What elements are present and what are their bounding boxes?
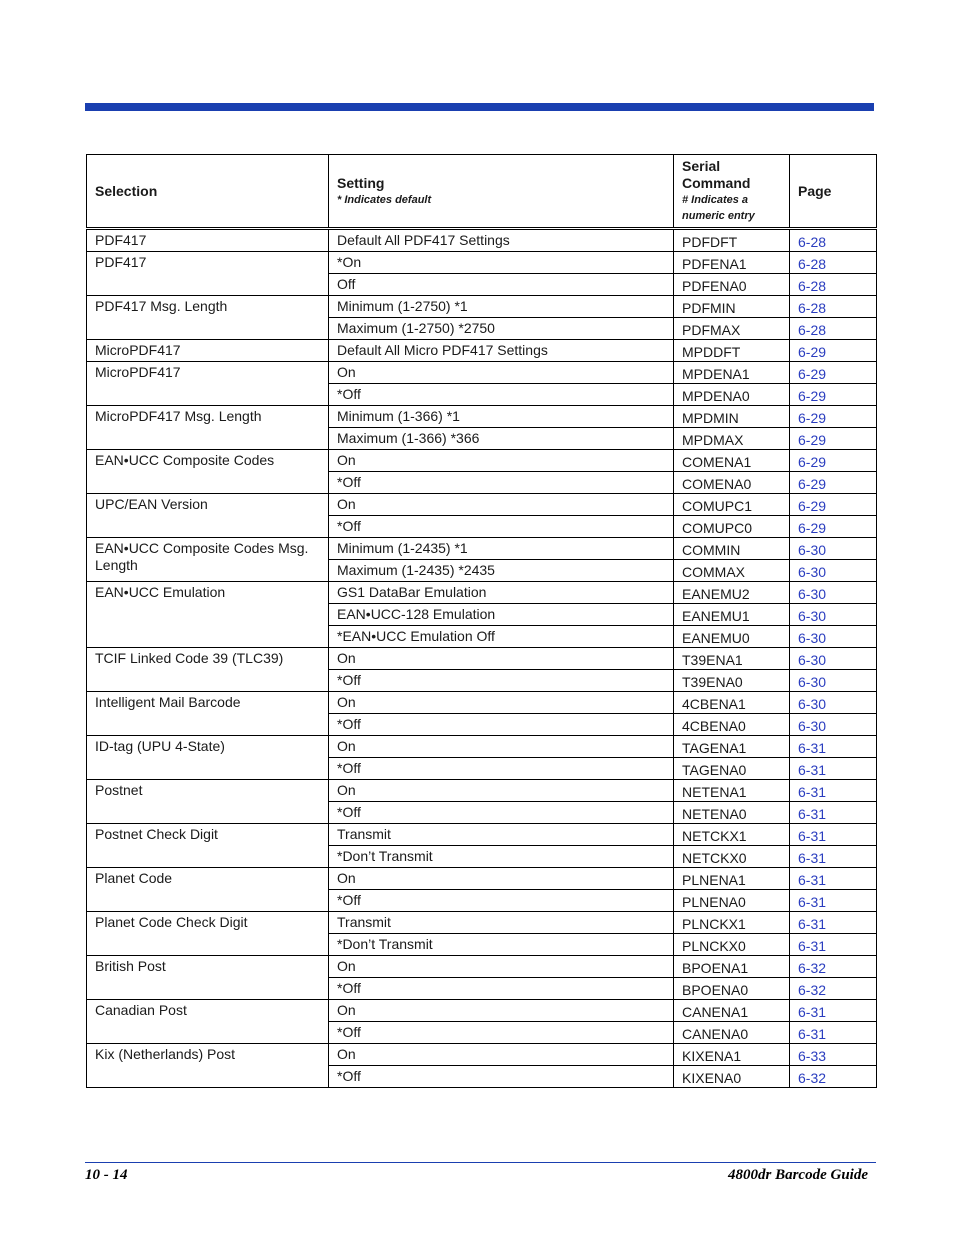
header-serial-note-2: numeric entry bbox=[682, 210, 755, 222]
table-row bbox=[87, 868, 877, 890]
selection-cell: MicroPDF417 Msg. Length bbox=[87, 406, 329, 450]
serial-command-cell: PDFMIN bbox=[674, 296, 790, 318]
serial-command-cell: MPDMAX bbox=[674, 428, 790, 450]
serial-command-cell: COMMAX bbox=[674, 560, 790, 582]
table-row bbox=[87, 296, 877, 318]
table-row bbox=[87, 956, 877, 978]
setting-cell: Transmit bbox=[329, 912, 674, 934]
serial-command-cell: 4CBENA0 bbox=[674, 714, 790, 736]
serial-command-cell: COMMIN bbox=[674, 538, 790, 560]
page-link[interactable]: 6-29 bbox=[790, 406, 877, 428]
table-row bbox=[87, 912, 877, 934]
setting-cell: Maximum (1-2435) *2435 bbox=[329, 560, 674, 582]
page-link[interactable]: 6-30 bbox=[790, 714, 877, 736]
header-selection: Selection bbox=[87, 155, 329, 229]
serial-command-cell: NETCKX1 bbox=[674, 824, 790, 846]
page-link[interactable]: 6-31 bbox=[790, 890, 877, 912]
setting-cell: Minimum (1-2435) *1 bbox=[329, 538, 674, 560]
serial-command-cell: CANENA0 bbox=[674, 1022, 790, 1044]
selection-cell: TCIF Linked Code 39 (TLC39) bbox=[87, 648, 329, 692]
setting-cell: On bbox=[329, 736, 674, 758]
serial-command-cell: TAGENA0 bbox=[674, 758, 790, 780]
serial-command-cell: 4CBENA1 bbox=[674, 692, 790, 714]
setting-cell: *Off bbox=[329, 670, 674, 692]
page-link[interactable]: 6-29 bbox=[790, 362, 877, 384]
setting-cell: *Off bbox=[329, 516, 674, 538]
table-row bbox=[87, 450, 877, 472]
serial-command-cell: CANENA1 bbox=[674, 1000, 790, 1022]
serial-command-cell: MPDMIN bbox=[674, 406, 790, 428]
serial-command-cell: NETCKX0 bbox=[674, 846, 790, 868]
page-link[interactable]: 6-30 bbox=[790, 604, 877, 626]
serial-command-cell: MPDENA1 bbox=[674, 362, 790, 384]
serial-command-cell: EANEMU1 bbox=[674, 604, 790, 626]
serial-command-cell: COMUPC1 bbox=[674, 494, 790, 516]
selection-cell: British Post bbox=[87, 956, 329, 1000]
table-header-row bbox=[87, 155, 877, 229]
selection-cell: PDF417 bbox=[87, 229, 329, 252]
setting-cell: *Off bbox=[329, 890, 674, 912]
page-link[interactable]: 6-30 bbox=[790, 538, 877, 560]
table-row bbox=[87, 538, 877, 560]
table-row bbox=[87, 252, 877, 274]
selection-cell: UPC/EAN Version bbox=[87, 494, 329, 538]
setting-cell: On bbox=[329, 362, 674, 384]
serial-command-cell: BPOENA0 bbox=[674, 978, 790, 1000]
table-row bbox=[87, 1000, 877, 1022]
serial-command-cell: MPDENA0 bbox=[674, 384, 790, 406]
serial-command-cell: NETENA0 bbox=[674, 802, 790, 824]
setting-cell: On bbox=[329, 648, 674, 670]
selection-cell: Planet Code Check Digit bbox=[87, 912, 329, 956]
setting-cell: EAN•UCC-128 Emulation bbox=[329, 604, 674, 626]
table-row bbox=[87, 648, 877, 670]
table-row bbox=[87, 340, 877, 362]
selection-cell: Kix (Netherlands) Post bbox=[87, 1044, 329, 1088]
footer-doc-title: 4800dr Barcode Guide bbox=[728, 1167, 868, 1183]
page-link[interactable]: 6-30 bbox=[790, 560, 877, 582]
table-row bbox=[87, 362, 877, 384]
page-link[interactable]: 6-30 bbox=[790, 648, 877, 670]
setting-cell: On bbox=[329, 494, 674, 516]
serial-command-cell: TAGENA1 bbox=[674, 736, 790, 758]
setting-cell: On bbox=[329, 1000, 674, 1022]
setting-cell: *Off bbox=[329, 1022, 674, 1044]
setting-cell: On bbox=[329, 450, 674, 472]
setting-cell: *Off bbox=[329, 714, 674, 736]
page-link[interactable]: 6-28 bbox=[790, 252, 877, 274]
footer-page-number: 10 - 14 bbox=[85, 1167, 128, 1183]
setting-cell: On bbox=[329, 956, 674, 978]
serial-command-cell: COMUPC0 bbox=[674, 516, 790, 538]
selection-cell: Postnet bbox=[87, 780, 329, 824]
serial-command-cell: PDFMAX bbox=[674, 318, 790, 340]
setting-cell: *Off bbox=[329, 1066, 674, 1088]
selection-cell: PDF417 bbox=[87, 252, 329, 296]
setting-cell: Transmit bbox=[329, 824, 674, 846]
page-link[interactable]: 6-29 bbox=[790, 494, 877, 516]
selection-cell: EAN•UCC Emulation bbox=[87, 582, 329, 648]
page-link[interactable]: 6-29 bbox=[790, 340, 877, 362]
setting-cell: *Off bbox=[329, 758, 674, 780]
table-row bbox=[87, 406, 877, 428]
setting-cell: On bbox=[329, 780, 674, 802]
setting-cell: Maximum (1-2750) *2750 bbox=[329, 318, 674, 340]
serial-command-cell: NETENA1 bbox=[674, 780, 790, 802]
page-link[interactable]: 6-29 bbox=[790, 516, 877, 538]
page-link[interactable]: 6-28 bbox=[790, 274, 877, 296]
serial-command-cell: PLNENA0 bbox=[674, 890, 790, 912]
serial-command-cell: PLNCKX1 bbox=[674, 912, 790, 934]
selection-cell: Intelligent Mail Barcode bbox=[87, 692, 329, 736]
setting-cell: *EAN•UCC Emulation Off bbox=[329, 626, 674, 648]
serial-command-cell: KIXENA0 bbox=[674, 1066, 790, 1088]
header-setting-note: * Indicates default bbox=[337, 193, 432, 206]
page-link[interactable]: 6-31 bbox=[790, 912, 877, 934]
setting-cell: Minimum (1-2750) *1 bbox=[329, 296, 674, 318]
setting-cell: On bbox=[329, 868, 674, 890]
serial-command-cell: PLNENA1 bbox=[674, 868, 790, 890]
selection-cell: MicroPDF417 bbox=[87, 340, 329, 362]
table-body bbox=[87, 229, 877, 1088]
setting-cell: *Don’t Transmit bbox=[329, 934, 674, 956]
setting-cell: On bbox=[329, 692, 674, 714]
page-link[interactable]: 6-31 bbox=[790, 802, 877, 824]
page-link[interactable]: 6-31 bbox=[790, 780, 877, 802]
header-setting: Setting * Indicates default bbox=[329, 155, 674, 229]
setting-cell: Default All PDF417 Settings bbox=[329, 229, 674, 252]
serial-command-cell: EANEMU2 bbox=[674, 582, 790, 604]
selection-cell: ID-tag (UPU 4-State) bbox=[87, 736, 329, 780]
table-row bbox=[87, 824, 877, 846]
table-row bbox=[87, 780, 877, 802]
table-row bbox=[87, 582, 877, 604]
selection-cell: Planet Code bbox=[87, 868, 329, 912]
setting-cell: *Off bbox=[329, 384, 674, 406]
header-serial-note-1: # Indicates a bbox=[682, 194, 749, 206]
setting-cell: Off bbox=[329, 274, 674, 296]
serial-command-cell: PDFDFT bbox=[674, 229, 790, 252]
selection-cell: EAN•UCC Composite Codes Msg. Length bbox=[87, 538, 329, 582]
selection-cell: Postnet Check Digit bbox=[87, 824, 329, 868]
setting-cell: *Off bbox=[329, 802, 674, 824]
page-link[interactable]: 6-30 bbox=[790, 626, 877, 648]
table-row bbox=[87, 229, 877, 252]
page-link[interactable]: 6-31 bbox=[790, 868, 877, 890]
page-link[interactable]: 6-31 bbox=[790, 736, 877, 758]
serial-command-cell: PLNCKX0 bbox=[674, 934, 790, 956]
selection-cell: EAN•UCC Composite Codes bbox=[87, 450, 329, 494]
setting-cell: *Don’t Transmit bbox=[329, 846, 674, 868]
setting-cell: On bbox=[329, 1044, 674, 1066]
setting-cell: Minimum (1-366) *1 bbox=[329, 406, 674, 428]
page-link[interactable]: 6-30 bbox=[790, 582, 877, 604]
serial-command-cell: BPOENA1 bbox=[674, 956, 790, 978]
page-link[interactable]: 6-31 bbox=[790, 1000, 877, 1022]
selection-cell: Canadian Post bbox=[87, 1000, 329, 1044]
page-link[interactable]: 6-30 bbox=[790, 670, 877, 692]
page-link[interactable]: 6-29 bbox=[790, 384, 877, 406]
setting-cell: *Off bbox=[329, 978, 674, 1000]
selection-cell: MicroPDF417 bbox=[87, 362, 329, 406]
selection-cell: PDF417 Msg. Length bbox=[87, 296, 329, 340]
serial-command-cell: COMENA0 bbox=[674, 472, 790, 494]
table-row bbox=[87, 692, 877, 714]
page-link[interactable]: 6-29 bbox=[790, 450, 877, 472]
table-row bbox=[87, 494, 877, 516]
page-link[interactable]: 6-31 bbox=[790, 846, 877, 868]
settings-table bbox=[86, 154, 877, 1088]
setting-cell: *Off bbox=[329, 472, 674, 494]
header-page: Page bbox=[790, 155, 877, 229]
header-serial-command: Serial Command # Indicates a numeric entry bbox=[674, 155, 790, 229]
table-row bbox=[87, 736, 877, 758]
page-link[interactable]: 6-31 bbox=[790, 824, 877, 846]
setting-cell: *On bbox=[329, 252, 674, 274]
serial-command-cell: MPDDFT bbox=[674, 340, 790, 362]
setting-cell: GS1 DataBar Emulation bbox=[329, 582, 674, 604]
page-link[interactable]: 6-31 bbox=[790, 758, 877, 780]
setting-cell: Maximum (1-366) *366 bbox=[329, 428, 674, 450]
page-link[interactable]: 6-32 bbox=[790, 1066, 877, 1088]
page-link[interactable]: 6-31 bbox=[790, 1022, 877, 1044]
page-link[interactable]: 6-29 bbox=[790, 428, 877, 450]
page-link[interactable]: 6-28 bbox=[790, 296, 877, 318]
serial-command-cell: EANEMU0 bbox=[674, 626, 790, 648]
table-row bbox=[87, 1044, 877, 1066]
page-link[interactable]: 6-28 bbox=[790, 229, 877, 252]
serial-command-cell: T39ENA1 bbox=[674, 648, 790, 670]
page-link[interactable]: 6-29 bbox=[790, 472, 877, 494]
setting-cell: Default All Micro PDF417 Settings bbox=[329, 340, 674, 362]
page-link[interactable]: 6-30 bbox=[790, 692, 877, 714]
serial-command-cell: PDFENA0 bbox=[674, 274, 790, 296]
page-link[interactable]: 6-31 bbox=[790, 934, 877, 956]
serial-command-cell: PDFENA1 bbox=[674, 252, 790, 274]
page-link[interactable]: 6-32 bbox=[790, 978, 877, 1000]
serial-command-cell: KIXENA1 bbox=[674, 1044, 790, 1066]
page-link[interactable]: 6-32 bbox=[790, 956, 877, 978]
footer-rule bbox=[85, 1162, 876, 1163]
page-link[interactable]: 6-33 bbox=[790, 1044, 877, 1066]
page-link[interactable]: 6-28 bbox=[790, 318, 877, 340]
serial-command-cell: COMENA1 bbox=[674, 450, 790, 472]
serial-command-cell: T39ENA0 bbox=[674, 670, 790, 692]
header-rule bbox=[85, 103, 874, 111]
